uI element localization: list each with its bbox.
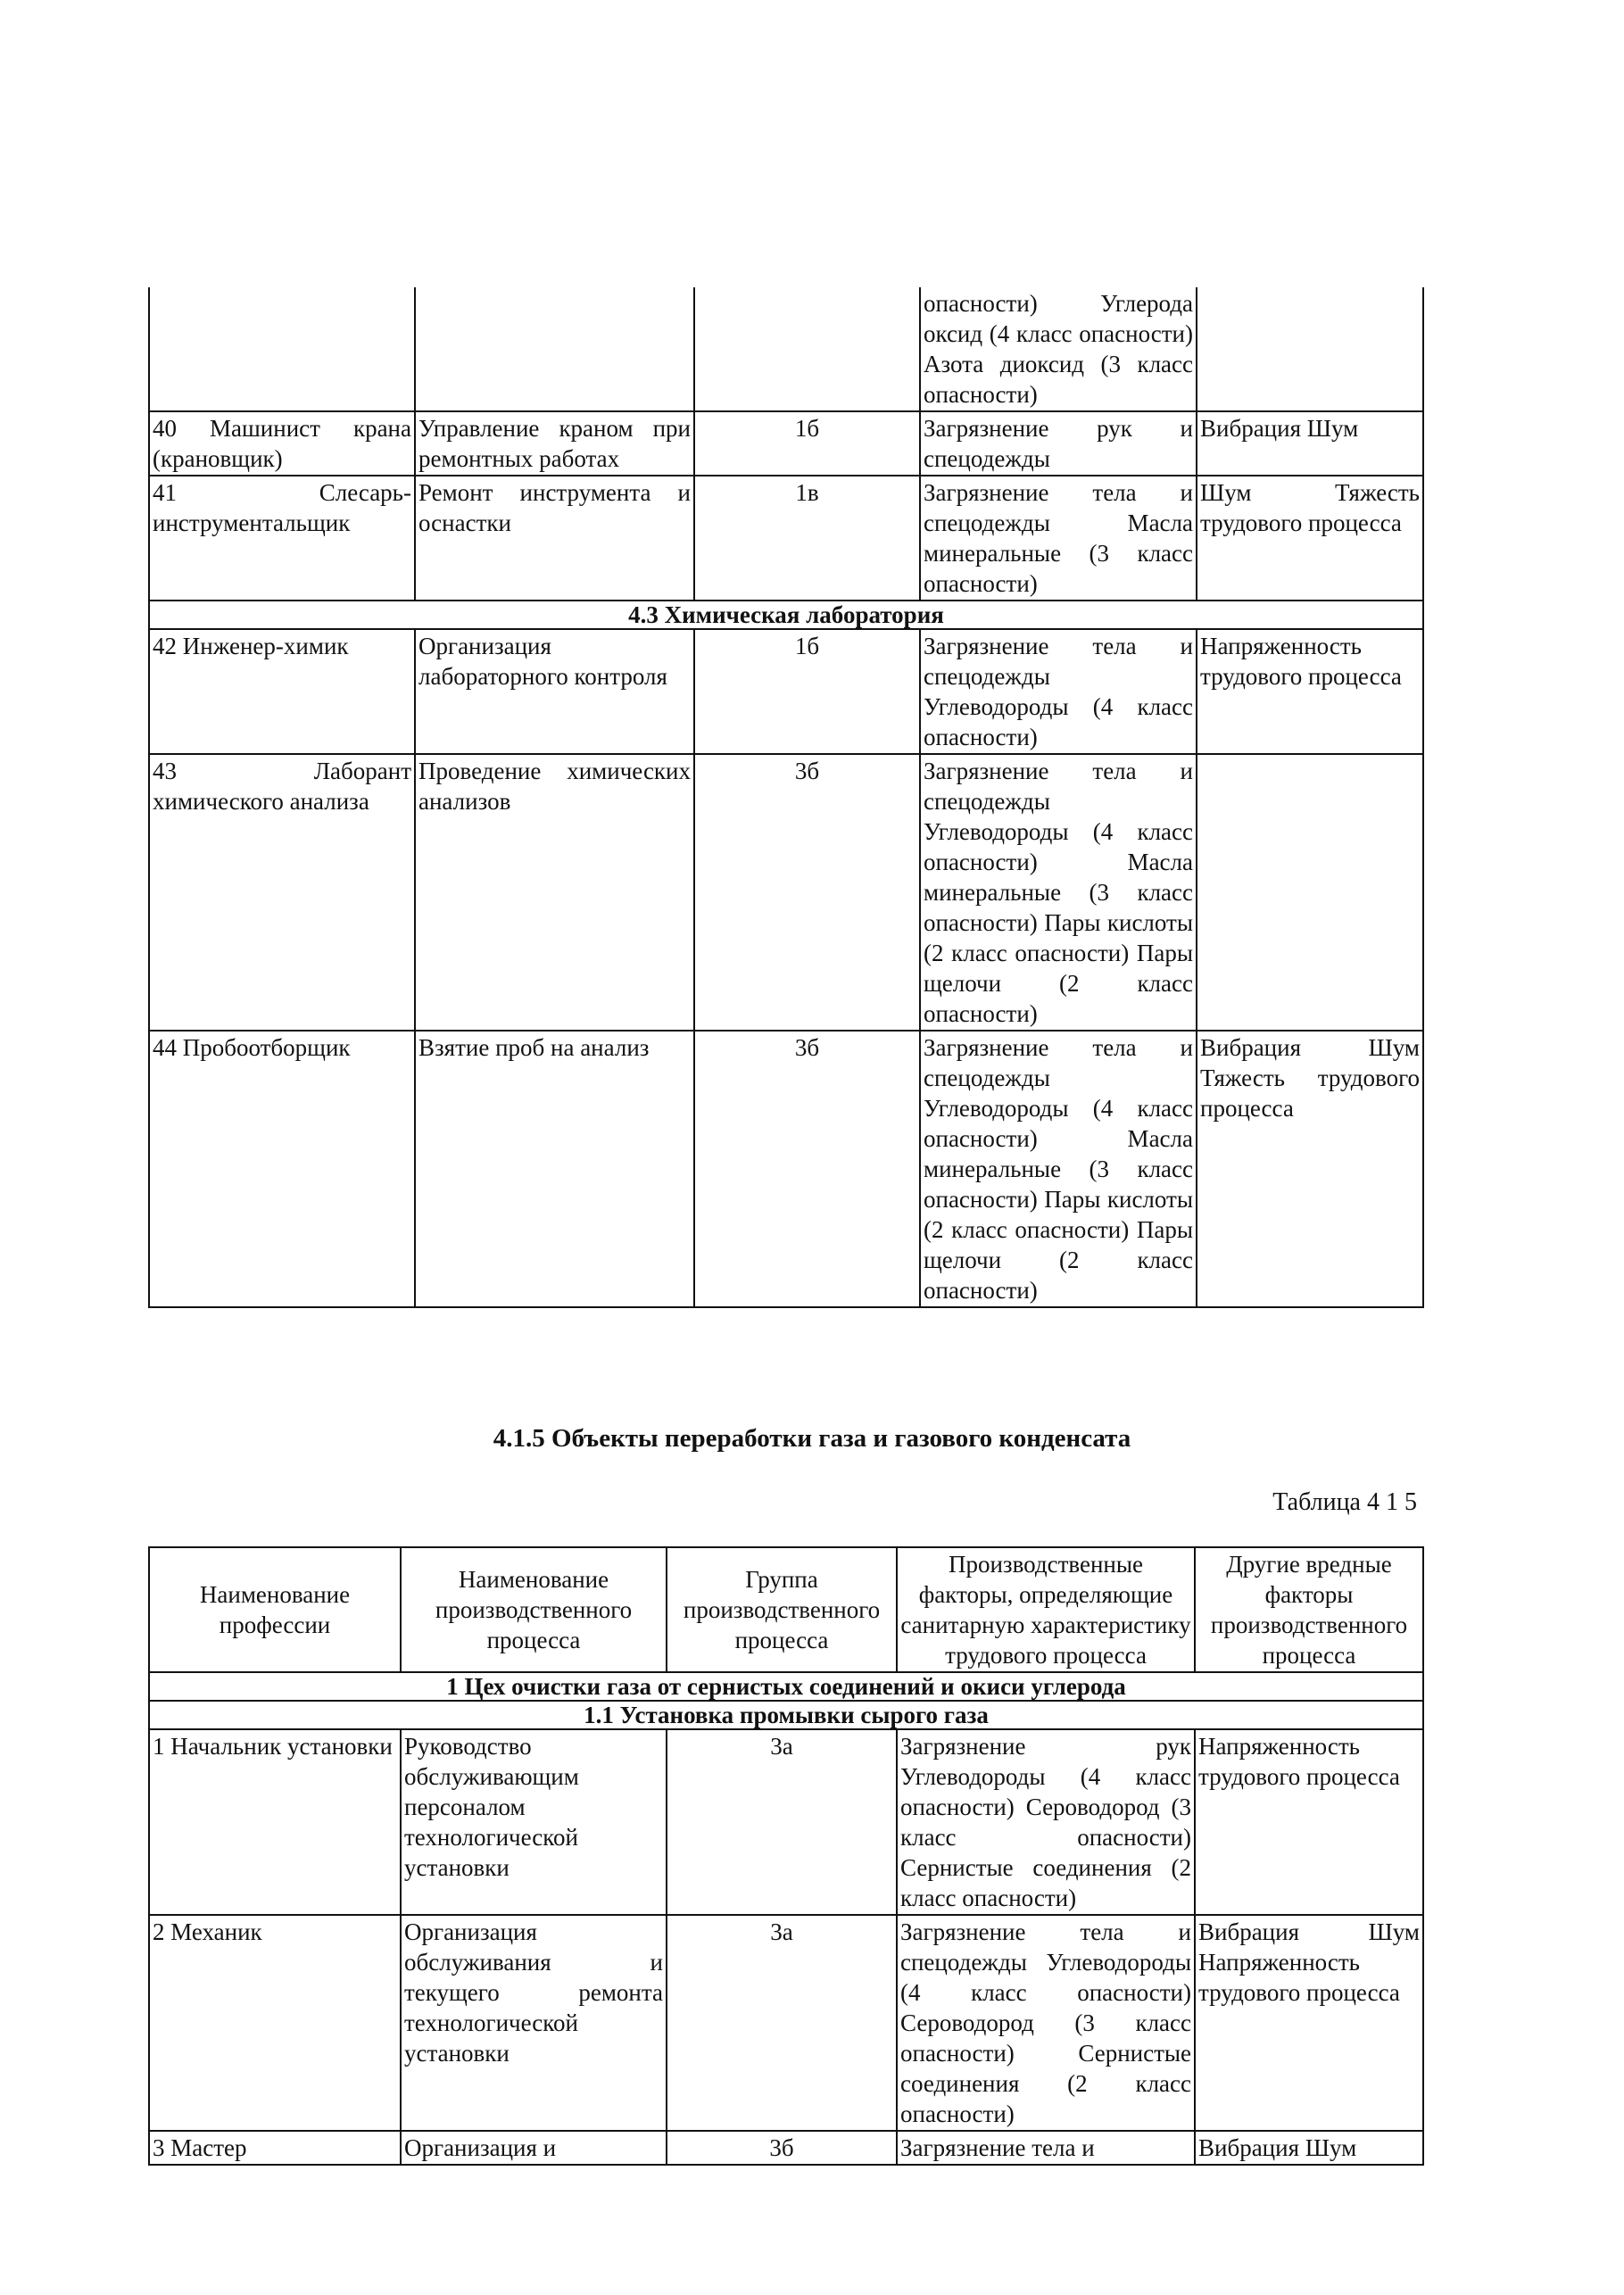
section-row bbox=[149, 1672, 1423, 1701]
factors-cell: Загрязнение тела и спецодежды Углеводороды (4 класс опасности) Масла минеральные (3 класс опасности) Пары кислоты (2 класс опасности) Пары щелочи (2 класс опасности) bbox=[920, 1031, 1197, 1307]
profession-cell: 44 Пробоотборщик bbox=[149, 1031, 415, 1307]
other-factors-cell bbox=[1197, 754, 1423, 1031]
table-header-row bbox=[149, 1547, 1423, 1672]
table-row bbox=[149, 411, 1423, 476]
group-cell: 1б bbox=[694, 629, 920, 754]
table-row bbox=[149, 2131, 1423, 2165]
table-row bbox=[149, 629, 1423, 754]
factors-cell: опасности) Углерода оксид (4 класс опасности) Азота диоксид (3 класс опасности) bbox=[920, 287, 1197, 411]
factors-cell: Загрязнение тела и спецодежды Углеводороды (4 класс опасности) Масла минеральные (3 класс опасности) Пары кислоты (2 класс опасности) Пары щелочи (2 класс опасности) bbox=[920, 754, 1197, 1031]
header-factors: Производственные факторы, определяющие санитарную характеристику трудового процесса bbox=[897, 1547, 1195, 1672]
factors-cell: Загрязнение тела и спецодежды Масла минеральные (3 класс опасности) bbox=[920, 476, 1197, 601]
header-process: Наименование производственного процесса bbox=[401, 1547, 667, 1672]
other-factors-cell: Вибрация Шум Напряженность трудового процесса bbox=[1195, 1915, 1423, 2131]
table-gas-processing bbox=[148, 1546, 1424, 2166]
other-factors-cell: Шум Тяжесть трудового процесса bbox=[1197, 476, 1423, 601]
other-factors-cell: Вибрация Шум bbox=[1195, 2131, 1423, 2165]
factors-cell: Загрязнение тела и спецодежды Углеводороды (4 класс опасности) Сероводород (3 класс опасности) Сернистые соединения (2 класс опасности) bbox=[897, 1915, 1195, 2131]
table-row bbox=[149, 1915, 1423, 2131]
group-cell: 3а bbox=[667, 1915, 897, 2131]
profession-cell: 3 Мастер bbox=[149, 2131, 401, 2165]
table-harmful-factors-continued bbox=[148, 287, 1424, 1308]
profession-cell: 2 Механик bbox=[149, 1915, 401, 2131]
section-row bbox=[149, 1701, 1423, 1729]
process-cell: Управление краном при ремонтных работах bbox=[415, 411, 694, 476]
profession-cell: 40 Машинист крана (крановщик) bbox=[149, 411, 415, 476]
table-row bbox=[149, 287, 1423, 411]
other-factors-cell: Вибрация Шум bbox=[1197, 411, 1423, 476]
process-cell: Проведение химических анализов bbox=[415, 754, 694, 1031]
factors-cell: Загрязнение рук Углеводороды (4 класс опасности) Сероводород (3 класс опасности) Сернистые соединения (2 класс опасности) bbox=[897, 1729, 1195, 1915]
process-cell: Организация и bbox=[401, 2131, 667, 2165]
section-row bbox=[149, 601, 1423, 629]
header-group: Группа производственного процесса bbox=[667, 1547, 897, 1672]
group-cell: 1б bbox=[694, 411, 920, 476]
section-title: 4.3 Химическая лаборатория bbox=[149, 601, 1423, 629]
other-factors-cell: Напряженность трудового процесса bbox=[1197, 629, 1423, 754]
group-cell: 3б bbox=[694, 754, 920, 1031]
process-cell: Организация лабораторного контроля bbox=[415, 629, 694, 754]
table-row bbox=[149, 1031, 1423, 1307]
header-profession: Наименование профессии bbox=[149, 1547, 401, 1672]
subsection-title: 1.1 Установка промывки сырого газа bbox=[149, 1701, 1423, 1729]
other-factors-cell: Напряженность трудового процесса bbox=[1195, 1729, 1423, 1915]
group-cell: 3б bbox=[694, 1031, 920, 1307]
table-caption: Таблица 4 1 5 bbox=[1272, 1488, 1417, 1516]
process-cell: Взятие проб на анализ bbox=[415, 1031, 694, 1307]
factors-cell: Загрязнение тела и спецодежды Углеводороды (4 класс опасности) bbox=[920, 629, 1197, 754]
process-cell: Организация обслуживания и текущего ремонта технологической установки bbox=[401, 1915, 667, 2131]
factors-cell: Загрязнение рук и спецодежды bbox=[920, 411, 1197, 476]
profession-cell: 41 Слесарь-инструментальщик bbox=[149, 476, 415, 601]
section-heading: 4.1.5 Объекты переработки газа и газового конденсата bbox=[493, 1424, 1131, 1453]
table-row bbox=[149, 476, 1423, 601]
profession-cell: 1 Начальник установки bbox=[149, 1729, 401, 1915]
header-other-factors: Другие вредные факторы производственного процесса bbox=[1195, 1547, 1423, 1672]
table-row bbox=[149, 1729, 1423, 1915]
profession-cell: 43 Лаборант химического анализа bbox=[149, 754, 415, 1031]
profession-cell: 42 Инженер-химик bbox=[149, 629, 415, 754]
process-cell: Ремонт инструмента и оснастки bbox=[415, 476, 694, 601]
factors-cell: Загрязнение тела и bbox=[897, 2131, 1195, 2165]
group-cell: 3б bbox=[667, 2131, 897, 2165]
group-cell: 3а bbox=[667, 1729, 897, 1915]
group-cell: 1в bbox=[694, 476, 920, 601]
section-title: 1 Цех очистки газа от сернистых соединений и окиси углерода bbox=[149, 1672, 1423, 1701]
process-cell: Руководство обслуживающим персоналом технологической установки bbox=[401, 1729, 667, 1915]
table-row bbox=[149, 754, 1423, 1031]
other-factors-cell: Вибрация Шум Тяжесть трудового процесса bbox=[1197, 1031, 1423, 1307]
